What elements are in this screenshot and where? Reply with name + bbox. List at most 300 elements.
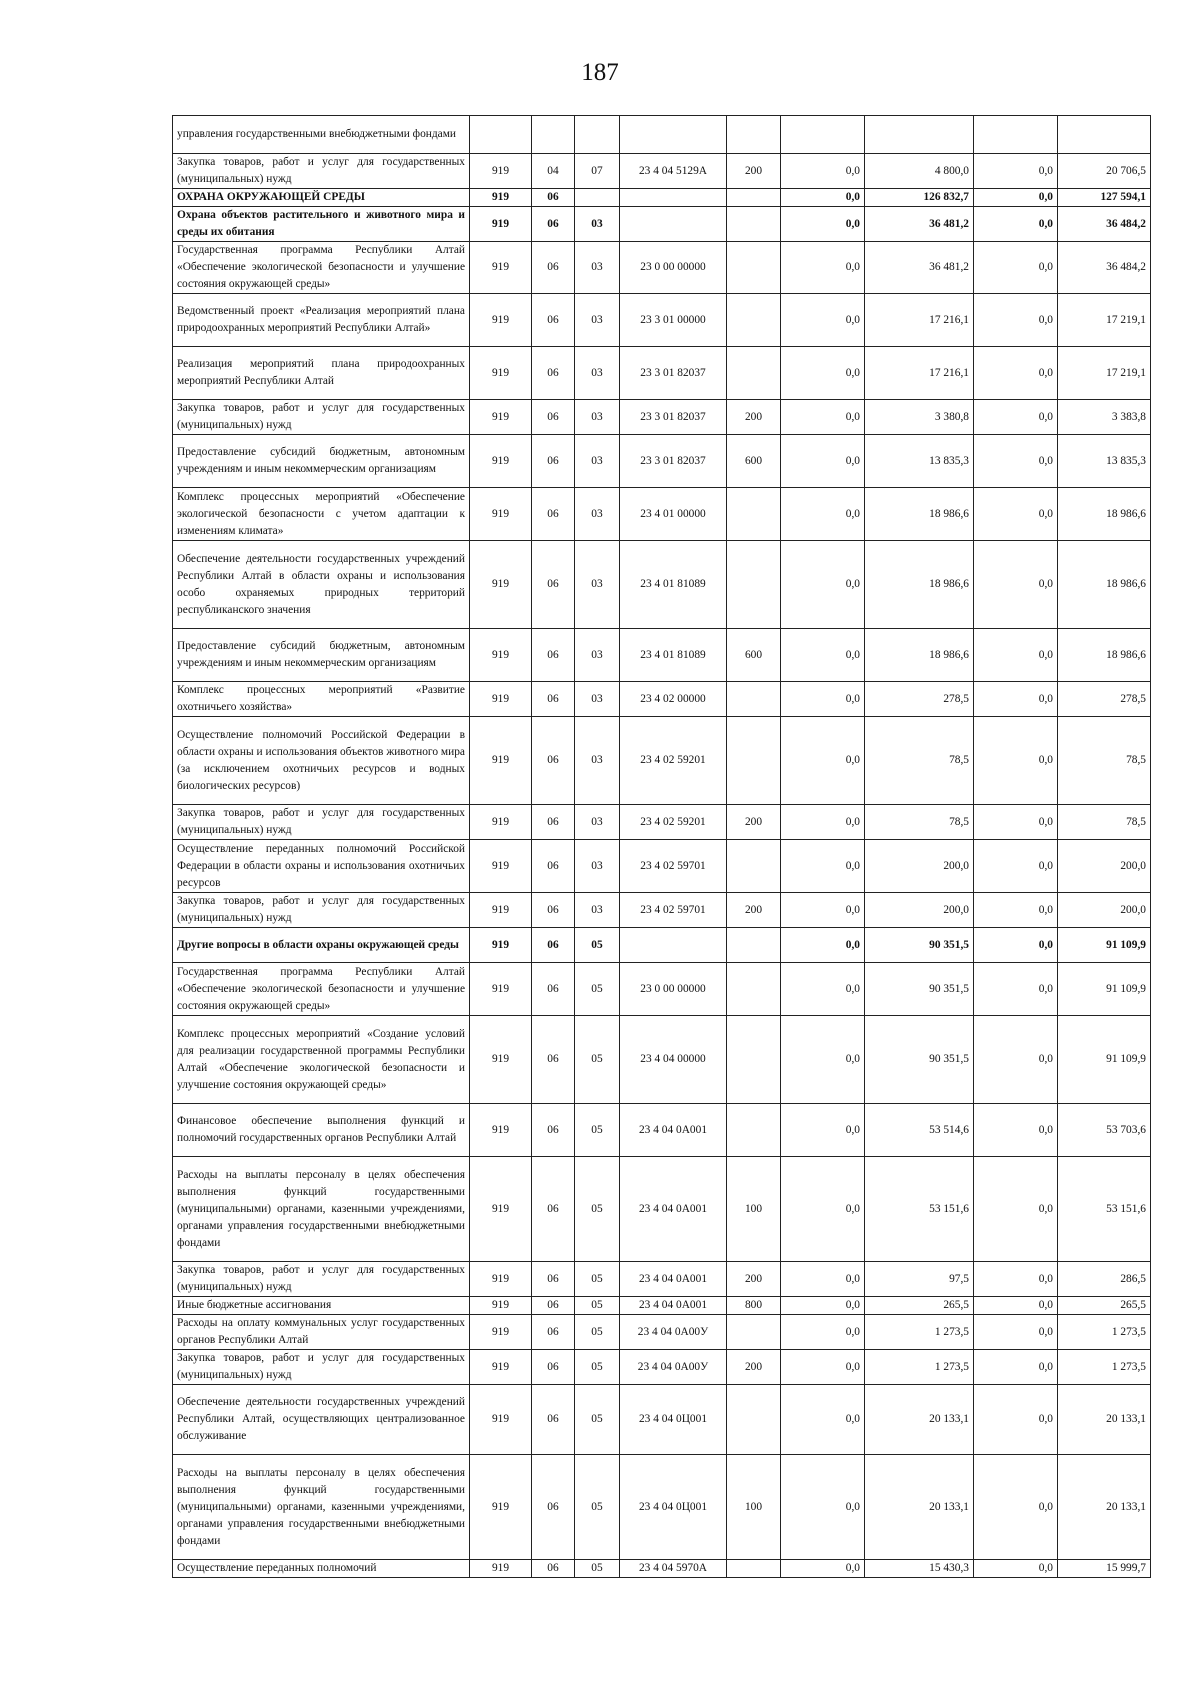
cell-ved: 919	[470, 488, 532, 541]
cell-value-3: 0,0	[974, 541, 1058, 629]
cell-value-3: 0,0	[974, 1350, 1058, 1385]
cell-pr	[575, 116, 620, 154]
cell-name: Охрана объектов растительного и животного мира и среды их обитания	[173, 207, 470, 242]
cell-value-1: 0,0	[781, 1157, 865, 1262]
cell-value-2: 200,0	[865, 840, 974, 893]
cell-ved: 919	[470, 1315, 532, 1350]
cell-value-3: 0,0	[974, 1157, 1058, 1262]
cell-vr: 200	[727, 1262, 781, 1297]
cell-vr: 100	[727, 1157, 781, 1262]
cell-rz	[532, 116, 575, 154]
cell-value-4: 36 484,2	[1058, 207, 1151, 242]
cell-csr: 23 4 02 00000	[620, 682, 727, 717]
cell-value-3: 0,0	[974, 717, 1058, 805]
cell-vr: 200	[727, 893, 781, 928]
cell-name: Расходы на оплату коммунальных услуг государственных органов Республики Алтай	[173, 1315, 470, 1350]
cell-value-4: 91 109,9	[1058, 1016, 1151, 1104]
cell-csr: 23 0 00 00000	[620, 963, 727, 1016]
table-row	[173, 347, 1151, 400]
cell-ved: 919	[470, 1385, 532, 1455]
cell-rz: 06	[532, 1560, 575, 1578]
cell-value-3: 0,0	[974, 154, 1058, 189]
cell-csr: 23 3 01 82037	[620, 400, 727, 435]
cell-value-2: 1 273,5	[865, 1350, 974, 1385]
cell-value-3: 0,0	[974, 805, 1058, 840]
cell-pr: 03	[575, 242, 620, 294]
table-row	[173, 116, 1151, 154]
cell-pr: 03	[575, 629, 620, 682]
cell-ved: 919	[470, 207, 532, 242]
cell-value-4: 200,0	[1058, 840, 1151, 893]
cell-vr	[727, 1560, 781, 1578]
cell-rz: 06	[532, 1385, 575, 1455]
cell-value-1: 0,0	[781, 963, 865, 1016]
cell-rz: 06	[532, 893, 575, 928]
cell-value-3	[974, 116, 1058, 154]
cell-vr: 100	[727, 1455, 781, 1560]
cell-value-3: 0,0	[974, 1560, 1058, 1578]
cell-value-3: 0,0	[974, 629, 1058, 682]
cell-value-4: 127 594,1	[1058, 189, 1151, 207]
cell-rz: 06	[532, 682, 575, 717]
cell-vr	[727, 347, 781, 400]
cell-value-2: 278,5	[865, 682, 974, 717]
cell-value-4: 91 109,9	[1058, 928, 1151, 963]
cell-pr: 05	[575, 1297, 620, 1315]
table-row	[173, 717, 1151, 805]
cell-value-4: 18 986,6	[1058, 541, 1151, 629]
cell-value-2: 17 216,1	[865, 347, 974, 400]
cell-ved: 919	[470, 1560, 532, 1578]
cell-rz: 06	[532, 928, 575, 963]
cell-value-1: 0,0	[781, 189, 865, 207]
cell-rz: 06	[532, 840, 575, 893]
cell-csr	[620, 928, 727, 963]
cell-value-4: 20 133,1	[1058, 1385, 1151, 1455]
cell-csr: 23 4 04 5970А	[620, 1560, 727, 1578]
cell-value-1: 0,0	[781, 242, 865, 294]
cell-pr: 05	[575, 1157, 620, 1262]
cell-pr: 05	[575, 1350, 620, 1385]
cell-value-3: 0,0	[974, 928, 1058, 963]
cell-name: Ведомственный проект «Реализация мероприятий плана природоохранных мероприятий Республики Алтай»	[173, 294, 470, 347]
cell-value-4: 78,5	[1058, 717, 1151, 805]
cell-pr: 03	[575, 717, 620, 805]
cell-ved: 919	[470, 154, 532, 189]
cell-value-3: 0,0	[974, 1104, 1058, 1157]
table-row	[173, 1104, 1151, 1157]
cell-value-1: 0,0	[781, 629, 865, 682]
cell-pr: 03	[575, 488, 620, 541]
cell-value-1: 0,0	[781, 840, 865, 893]
cell-rz: 06	[532, 1350, 575, 1385]
cell-name: Расходы на выплаты персоналу в целях обеспечения выполнения функций государственными (муниципальными) органами, казенными учреждениями, органами управления государственными внебюджетными фондами	[173, 1455, 470, 1560]
cell-csr: 23 3 01 00000	[620, 294, 727, 347]
cell-pr: 03	[575, 805, 620, 840]
cell-csr: 23 4 04 0А001	[620, 1297, 727, 1315]
cell-ved: 919	[470, 400, 532, 435]
cell-value-3: 0,0	[974, 1016, 1058, 1104]
cell-vr	[727, 717, 781, 805]
cell-rz: 06	[532, 1157, 575, 1262]
cell-ved: 919	[470, 1262, 532, 1297]
cell-value-2: 13 835,3	[865, 435, 974, 488]
cell-csr: 23 4 04 5129А	[620, 154, 727, 189]
cell-rz: 06	[532, 1262, 575, 1297]
cell-ved: 919	[470, 1350, 532, 1385]
cell-ved: 919	[470, 1016, 532, 1104]
cell-vr: 600	[727, 435, 781, 488]
table-row	[173, 400, 1151, 435]
cell-vr	[727, 242, 781, 294]
cell-csr: 23 4 01 81089	[620, 629, 727, 682]
cell-pr: 05	[575, 963, 620, 1016]
table-row	[173, 1297, 1151, 1315]
cell-csr: 23 4 04 0А001	[620, 1157, 727, 1262]
cell-value-4: 53 151,6	[1058, 1157, 1151, 1262]
cell-ved: 919	[470, 963, 532, 1016]
cell-pr: 05	[575, 1455, 620, 1560]
cell-pr: 03	[575, 400, 620, 435]
cell-value-1: 0,0	[781, 928, 865, 963]
cell-value-2: 20 133,1	[865, 1385, 974, 1455]
cell-value-4: 200,0	[1058, 893, 1151, 928]
cell-name: Обеспечение деятельности государственных учреждений Республики Алтай, осуществляющих централизованное обслуживание	[173, 1385, 470, 1455]
cell-rz: 06	[532, 400, 575, 435]
cell-value-1: 0,0	[781, 1315, 865, 1350]
cell-rz: 06	[532, 294, 575, 347]
cell-ved	[470, 116, 532, 154]
cell-rz: 06	[532, 1455, 575, 1560]
cell-ved: 919	[470, 189, 532, 207]
page-number: 187	[581, 59, 619, 86]
cell-csr: 23 4 04 0А001	[620, 1104, 727, 1157]
cell-name: управления государственными внебюджетными фондами	[173, 116, 470, 154]
cell-ved: 919	[470, 242, 532, 294]
cell-csr: 23 4 01 00000	[620, 488, 727, 541]
cell-value-3: 0,0	[974, 189, 1058, 207]
cell-rz: 06	[532, 963, 575, 1016]
cell-vr	[727, 963, 781, 1016]
cell-pr	[575, 189, 620, 207]
cell-value-1: 0,0	[781, 541, 865, 629]
cell-value-4: 18 986,6	[1058, 629, 1151, 682]
cell-value-3: 0,0	[974, 488, 1058, 541]
cell-pr: 07	[575, 154, 620, 189]
cell-ved: 919	[470, 435, 532, 488]
cell-rz: 06	[532, 717, 575, 805]
cell-vr: 200	[727, 400, 781, 435]
cell-value-2: 53 151,6	[865, 1157, 974, 1262]
cell-csr	[620, 189, 727, 207]
cell-value-2	[865, 116, 974, 154]
table-row	[173, 682, 1151, 717]
cell-pr: 05	[575, 1315, 620, 1350]
table-row	[173, 805, 1151, 840]
cell-value-4: 17 219,1	[1058, 347, 1151, 400]
table-row	[173, 294, 1151, 347]
cell-value-3: 0,0	[974, 435, 1058, 488]
table-row	[173, 435, 1151, 488]
cell-value-3: 0,0	[974, 840, 1058, 893]
cell-ved: 919	[470, 928, 532, 963]
cell-value-4: 78,5	[1058, 805, 1151, 840]
cell-csr: 23 4 04 0А00У	[620, 1350, 727, 1385]
cell-vr	[727, 207, 781, 242]
table-row	[173, 1157, 1151, 1262]
cell-value-1: 0,0	[781, 1385, 865, 1455]
cell-value-2: 53 514,6	[865, 1104, 974, 1157]
cell-name: Реализация мероприятий плана природоохранных мероприятий Республики Алтай	[173, 347, 470, 400]
cell-value-4: 91 109,9	[1058, 963, 1151, 1016]
table-row	[173, 1455, 1151, 1560]
cell-csr	[620, 207, 727, 242]
cell-vr	[727, 840, 781, 893]
cell-ved: 919	[470, 717, 532, 805]
cell-value-4: 18 986,6	[1058, 488, 1151, 541]
cell-name: Предоставление субсидий бюджетным, автономным учреждениям и иным некоммерческим организациям	[173, 629, 470, 682]
table-row	[173, 242, 1151, 294]
cell-name: Закупка товаров, работ и услуг для государственных (муниципальных) нужд	[173, 400, 470, 435]
cell-name: Другие вопросы в области охраны окружающей среды	[173, 928, 470, 963]
cell-value-2: 1 273,5	[865, 1315, 974, 1350]
cell-name: Финансовое обеспечение выполнения функций и полномочий государственных органов Республики Алтай	[173, 1104, 470, 1157]
cell-vr	[727, 1385, 781, 1455]
cell-value-2: 4 800,0	[865, 154, 974, 189]
cell-name: Предоставление субсидий бюджетным, автономным учреждениям и иным некоммерческим организациям	[173, 435, 470, 488]
table-row	[173, 1262, 1151, 1297]
cell-value-1: 0,0	[781, 1016, 865, 1104]
cell-pr: 03	[575, 893, 620, 928]
cell-pr: 03	[575, 435, 620, 488]
cell-value-2: 97,5	[865, 1262, 974, 1297]
table-row	[173, 189, 1151, 207]
cell-name: Закупка товаров, работ и услуг для государственных (муниципальных) нужд	[173, 1350, 470, 1385]
cell-csr: 23 0 00 00000	[620, 242, 727, 294]
cell-value-3: 0,0	[974, 1315, 1058, 1350]
cell-pr: 03	[575, 840, 620, 893]
cell-vr	[727, 1016, 781, 1104]
table-row	[173, 541, 1151, 629]
cell-name: Осуществление переданных полномочий Российской Федерации в области охраны и использования охотничьих ресурсов	[173, 840, 470, 893]
cell-name: ОХРАНА ОКРУЖАЮЩЕЙ СРЕДЫ	[173, 189, 470, 207]
cell-ved: 919	[470, 805, 532, 840]
table-row	[173, 488, 1151, 541]
cell-value-4: 1 273,5	[1058, 1315, 1151, 1350]
cell-csr: 23 4 02 59201	[620, 805, 727, 840]
cell-ved: 919	[470, 840, 532, 893]
cell-value-1	[781, 116, 865, 154]
cell-name: Осуществление переданных полномочий	[173, 1560, 470, 1578]
table-row	[173, 1560, 1151, 1578]
cell-pr: 03	[575, 682, 620, 717]
cell-vr: 200	[727, 154, 781, 189]
cell-value-1: 0,0	[781, 207, 865, 242]
cell-rz: 06	[532, 189, 575, 207]
cell-value-4: 13 835,3	[1058, 435, 1151, 488]
cell-rz: 06	[532, 1104, 575, 1157]
cell-name: Осуществление полномочий Российской Федерации в области охраны и использования объектов животного мира (за исключением охотничьих ресурсов и водных биологических ресурсов)	[173, 717, 470, 805]
cell-value-4: 20 133,1	[1058, 1455, 1151, 1560]
cell-value-4: 286,5	[1058, 1262, 1151, 1297]
cell-value-1: 0,0	[781, 805, 865, 840]
cell-value-4: 17 219,1	[1058, 294, 1151, 347]
cell-value-1: 0,0	[781, 400, 865, 435]
cell-name: Закупка товаров, работ и услуг для государственных (муниципальных) нужд	[173, 893, 470, 928]
cell-value-4: 278,5	[1058, 682, 1151, 717]
cell-value-4	[1058, 116, 1151, 154]
cell-vr: 600	[727, 629, 781, 682]
cell-vr: 200	[727, 805, 781, 840]
cell-value-3: 0,0	[974, 1262, 1058, 1297]
cell-value-1: 0,0	[781, 682, 865, 717]
cell-value-1: 0,0	[781, 347, 865, 400]
cell-name: Государственная программа Республики Алтай «Обеспечение экологической безопасности и улучшение состояния окружающей среды»	[173, 963, 470, 1016]
cell-pr: 03	[575, 294, 620, 347]
cell-rz: 06	[532, 1016, 575, 1104]
cell-rz: 06	[532, 805, 575, 840]
cell-value-1: 0,0	[781, 1104, 865, 1157]
cell-value-2: 126 832,7	[865, 189, 974, 207]
cell-pr: 05	[575, 1016, 620, 1104]
cell-csr: 23 3 01 82037	[620, 347, 727, 400]
cell-pr: 05	[575, 928, 620, 963]
cell-vr	[727, 1104, 781, 1157]
cell-csr: 23 4 02 59701	[620, 893, 727, 928]
cell-value-4: 20 706,5	[1058, 154, 1151, 189]
table-row	[173, 207, 1151, 242]
table-row	[173, 154, 1151, 189]
budget-table	[172, 115, 1151, 1578]
cell-value-2: 90 351,5	[865, 1016, 974, 1104]
cell-value-3: 0,0	[974, 347, 1058, 400]
cell-value-2: 90 351,5	[865, 963, 974, 1016]
cell-rz: 06	[532, 1315, 575, 1350]
cell-value-4: 3 383,8	[1058, 400, 1151, 435]
cell-value-1: 0,0	[781, 893, 865, 928]
cell-ved: 919	[470, 629, 532, 682]
cell-value-1: 0,0	[781, 717, 865, 805]
cell-pr: 03	[575, 541, 620, 629]
cell-value-3: 0,0	[974, 242, 1058, 294]
cell-value-3: 0,0	[974, 682, 1058, 717]
cell-value-2: 36 481,2	[865, 207, 974, 242]
cell-value-1: 0,0	[781, 154, 865, 189]
cell-name: Закупка товаров, работ и услуг для государственных (муниципальных) нужд	[173, 154, 470, 189]
cell-pr: 05	[575, 1262, 620, 1297]
cell-value-1: 0,0	[781, 1455, 865, 1560]
cell-value-2: 200,0	[865, 893, 974, 928]
cell-rz: 06	[532, 1297, 575, 1315]
cell-value-1: 0,0	[781, 1262, 865, 1297]
cell-value-3: 0,0	[974, 963, 1058, 1016]
cell-value-2: 18 986,6	[865, 629, 974, 682]
cell-vr: 200	[727, 1350, 781, 1385]
cell-rz: 06	[532, 242, 575, 294]
cell-value-4: 265,5	[1058, 1297, 1151, 1315]
table-row	[173, 1315, 1151, 1350]
cell-csr: 23 4 04 0Ц001	[620, 1385, 727, 1455]
cell-csr: 23 4 01 81089	[620, 541, 727, 629]
cell-name: Комплекс процессных мероприятий «Создание условий для реализации государственной программы Республики Алтай «Обеспечение экологической безопасности и улучшение состояния окружающей среды»	[173, 1016, 470, 1104]
cell-value-2: 78,5	[865, 717, 974, 805]
cell-ved: 919	[470, 893, 532, 928]
cell-ved: 919	[470, 347, 532, 400]
cell-csr: 23 4 02 59201	[620, 717, 727, 805]
cell-value-1: 0,0	[781, 1297, 865, 1315]
table-row	[173, 1016, 1151, 1104]
cell-value-3: 0,0	[974, 1297, 1058, 1315]
cell-value-2: 90 351,5	[865, 928, 974, 963]
cell-value-1: 0,0	[781, 294, 865, 347]
cell-name: Расходы на выплаты персоналу в целях обеспечения выполнения функций государственными (муниципальными) органами, казенными учреждениями, органами управления государственными внебюджетными фондами	[173, 1157, 470, 1262]
cell-ved: 919	[470, 294, 532, 347]
cell-ved: 919	[470, 1104, 532, 1157]
table-row	[173, 840, 1151, 893]
cell-pr: 03	[575, 207, 620, 242]
cell-ved: 919	[470, 1157, 532, 1262]
cell-vr	[727, 488, 781, 541]
cell-value-3: 0,0	[974, 1385, 1058, 1455]
cell-name: Закупка товаров, работ и услуг для государственных (муниципальных) нужд	[173, 1262, 470, 1297]
cell-ved: 919	[470, 682, 532, 717]
cell-value-2: 18 986,6	[865, 541, 974, 629]
table-body	[173, 116, 1151, 1578]
cell-name: Комплекс процессных мероприятий «Обеспечение экологической безопасности с учетом адаптации к изменениям климата»	[173, 488, 470, 541]
cell-pr: 05	[575, 1560, 620, 1578]
cell-csr: 23 4 04 00000	[620, 1016, 727, 1104]
cell-name: Обеспечение деятельности государственных учреждений Республики Алтай в области охраны и использования особо охраняемых природных территорий республиканского значения	[173, 541, 470, 629]
cell-value-3: 0,0	[974, 1455, 1058, 1560]
cell-vr	[727, 116, 781, 154]
cell-rz: 06	[532, 207, 575, 242]
table-row	[173, 963, 1151, 1016]
cell-name: Закупка товаров, работ и услуг для государственных (муниципальных) нужд	[173, 805, 470, 840]
table-row	[173, 1385, 1151, 1455]
table-row	[173, 629, 1151, 682]
cell-value-1: 0,0	[781, 1350, 865, 1385]
cell-vr	[727, 541, 781, 629]
cell-value-2: 36 481,2	[865, 242, 974, 294]
cell-csr	[620, 116, 727, 154]
cell-value-2: 78,5	[865, 805, 974, 840]
cell-value-4: 15 999,7	[1058, 1560, 1151, 1578]
cell-csr: 23 4 04 0А001	[620, 1262, 727, 1297]
cell-csr: 23 4 04 0А00У	[620, 1315, 727, 1350]
cell-csr: 23 4 02 59701	[620, 840, 727, 893]
table-row	[173, 1350, 1151, 1385]
cell-value-4: 53 703,6	[1058, 1104, 1151, 1157]
cell-value-3: 0,0	[974, 400, 1058, 435]
cell-rz: 04	[532, 154, 575, 189]
cell-vr	[727, 189, 781, 207]
cell-csr: 23 3 01 82037	[620, 435, 727, 488]
cell-ved: 919	[470, 541, 532, 629]
cell-rz: 06	[532, 629, 575, 682]
table-row	[173, 893, 1151, 928]
cell-value-2: 17 216,1	[865, 294, 974, 347]
cell-vr: 800	[727, 1297, 781, 1315]
cell-rz: 06	[532, 347, 575, 400]
cell-value-3: 0,0	[974, 294, 1058, 347]
cell-value-1: 0,0	[781, 488, 865, 541]
cell-name: Иные бюджетные ассигнования	[173, 1297, 470, 1315]
cell-value-2: 15 430,3	[865, 1560, 974, 1578]
cell-value-3: 0,0	[974, 893, 1058, 928]
cell-pr: 05	[575, 1385, 620, 1455]
cell-value-1: 0,0	[781, 1560, 865, 1578]
cell-rz: 06	[532, 488, 575, 541]
